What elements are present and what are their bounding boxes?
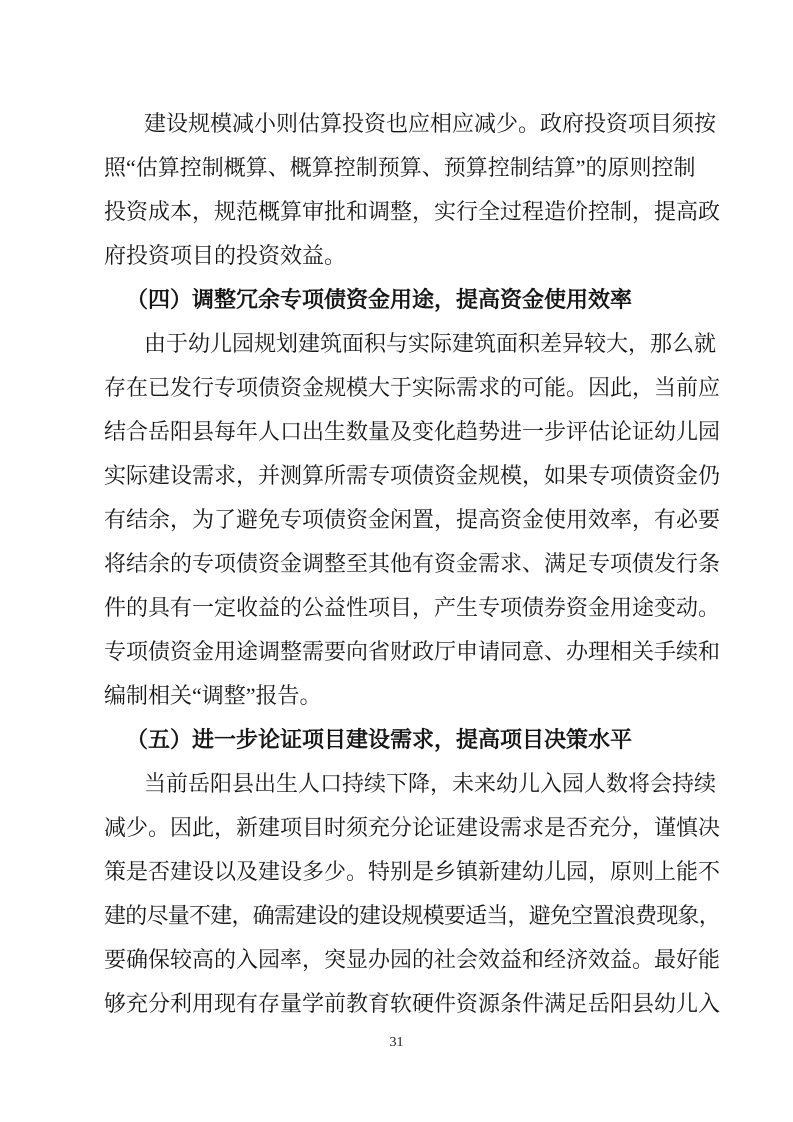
document-body	[104, 102, 720, 1026]
text-line: 将结余的专项债资金调整至其他有资金需求、满足专项债发行条	[104, 551, 721, 576]
text-line: 存在已发行专项债资金规模大于实际需求的可能。因此，当前应	[104, 375, 721, 400]
heading-line: （四）调整冗余专项债资金用途，提高资金使用效率	[126, 287, 633, 312]
text-line: 要确保较高的入园率，突显办园的社会效益和经济效益。最好能	[104, 947, 721, 972]
heading-line: （五）进一步论证项目建设需求，提高项目决策水平	[126, 727, 633, 752]
text-line: 照“估算控制概算、概算控制预算、预算控制结算”的原则控制	[104, 155, 696, 180]
text-line: 建的尽量不建，确需建设的建设规模要适当，避免空置浪费现象，	[104, 903, 720, 928]
text-line: 由于幼儿园规划建筑面积与实际建筑面积差异较大，那么就	[144, 331, 717, 356]
text-line: 建设规模减小则估算投资也应相应减少。政府投资项目须按	[144, 111, 717, 136]
body-paragraph	[104, 762, 720, 1026]
page-number: 31	[389, 1035, 404, 1050]
text-line: 投资成本，规范概算审批和调整，实行全过程造价控制，提高政	[104, 199, 721, 224]
body-paragraph	[104, 322, 720, 718]
section-heading	[104, 278, 720, 322]
section-heading	[104, 718, 720, 762]
text-line: 实际建设需求，并测算所需专项债资金规模，如果专项债资金仍	[104, 463, 721, 488]
text-line: 结合岳阳县每年人口出生数量及变化趋势进一步评估论证幼儿园	[104, 419, 721, 444]
text-line: 够充分利用现有存量学前教育软硬件资源条件满足岳阳县幼儿入	[104, 991, 721, 1016]
text-line: 件的具有一定收益的公益性项目，产生专项债券资金用途变动。	[104, 595, 721, 620]
text-line: 当前岳阳县出生人口持续下降，未来幼儿入园人数将会持续	[144, 771, 717, 796]
text-line: 策是否建设以及建设多少。特别是乡镇新建幼儿园，原则上能不	[104, 859, 721, 884]
text-line: 有结余，为了避免专项债资金闲置，提高资金使用效率，有必要	[104, 507, 721, 532]
text-line: 府投资项目的投资效益。	[104, 243, 347, 268]
body-paragraph	[104, 102, 720, 278]
text-line: 编制相关“调整”报告。	[104, 683, 322, 708]
text-line: 减少。因此，新建项目时须充分论证建设需求是否充分，谨慎决	[104, 815, 721, 840]
text-line: 专项债资金用途调整需要向省财政厅申请同意、办理相关手续和	[104, 639, 721, 664]
